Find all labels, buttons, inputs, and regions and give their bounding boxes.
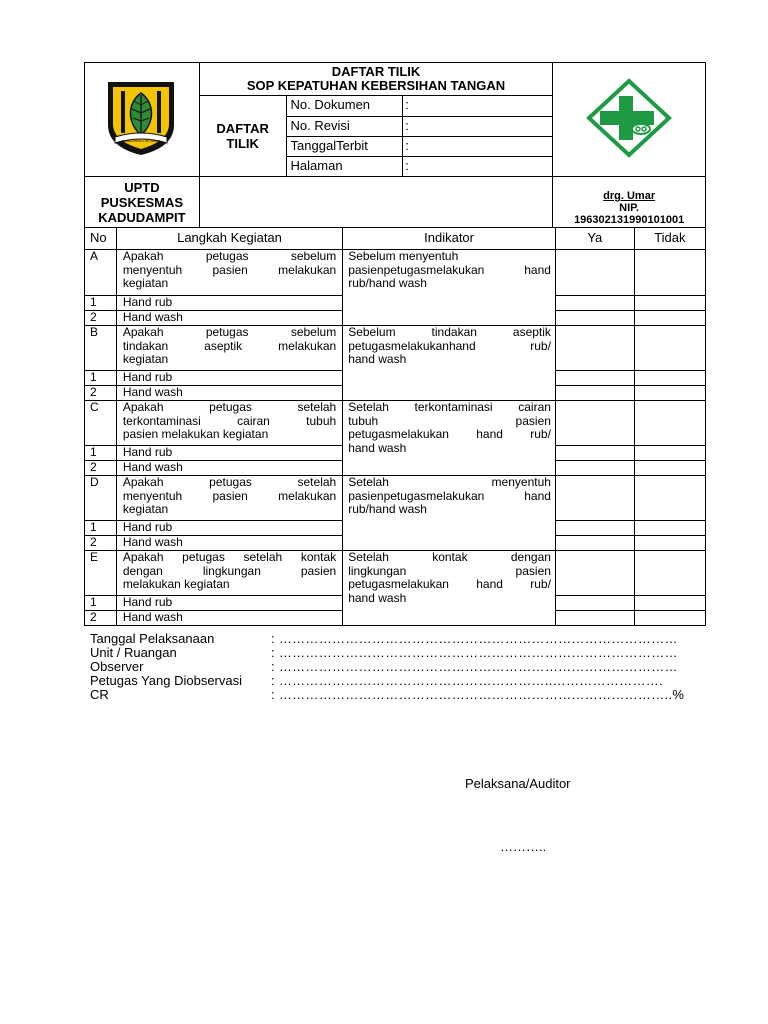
question-code: C xyxy=(85,401,117,446)
question-line: pasien melakukan kegiatan xyxy=(122,427,269,441)
doc-field-value: : xyxy=(403,116,553,136)
question-text xyxy=(116,401,342,446)
indicator-line: hand wash xyxy=(348,590,407,605)
indicator-line: tubuh pasien xyxy=(348,413,551,428)
checkbox-tidak-cell[interactable] xyxy=(634,386,705,401)
indicator-text xyxy=(343,551,556,626)
doc-field-value: : xyxy=(403,157,553,177)
item-label: Hand wash xyxy=(116,386,342,401)
question-line: menyentuh pasien melakukan xyxy=(122,262,337,277)
blank-cell xyxy=(199,177,552,228)
indicator-line: petugasmelakukan hand rub/ xyxy=(348,427,551,441)
checkbox-tidak-cell[interactable] xyxy=(634,596,705,611)
doc-field-label: No. Dokumen xyxy=(286,96,403,116)
item-number: 2 xyxy=(85,461,117,476)
checkbox-ya-cell[interactable] xyxy=(555,551,634,596)
item-number: 2 xyxy=(85,311,117,326)
field-label: Tanggal Pelaksanaan xyxy=(90,631,215,646)
field-value-line[interactable]: : ……………………………………………………………………………… xyxy=(271,631,678,646)
right-logo-cell xyxy=(553,63,706,177)
question-row xyxy=(85,551,706,596)
column-header-langkah: Langkah Kegiatan xyxy=(116,228,342,250)
document-subtitle: SOP KEPATUHAN KEBERSIHAN TANGAN xyxy=(246,78,506,93)
checkbox-ya-cell[interactable] xyxy=(555,461,634,476)
checkbox-tidak-cell[interactable] xyxy=(634,446,705,461)
side-title-line2: TILIK xyxy=(226,136,259,152)
question-line: tindakan aseptik melakukan xyxy=(122,338,337,353)
question-code: D xyxy=(85,476,117,521)
indicator-line: lingkungan pasien xyxy=(348,563,551,578)
doc-field-value: : xyxy=(403,96,553,116)
doc-field-value: : xyxy=(403,136,553,156)
item-label: Hand rub xyxy=(116,446,342,461)
indicator-line: petugasmelakukan hand rub/ xyxy=(348,577,551,591)
indicator-line: Sebelum menyentuh xyxy=(348,249,459,263)
column-header-indikator: Indikator xyxy=(343,228,556,250)
column-header-tidak: Tidak xyxy=(634,228,705,250)
checkbox-tidak-cell[interactable] xyxy=(634,326,705,371)
question-line: Apakah petugas setelah xyxy=(122,400,337,414)
question-code: E xyxy=(85,551,117,596)
field-value-line[interactable]: : ……………………………………………………………………………..% xyxy=(271,687,685,702)
field-value-line[interactable]: : ……………………………………………………………………………… xyxy=(271,659,678,674)
question-line: dengan lingkungan pasien xyxy=(122,563,337,578)
checkbox-tidak-cell[interactable] xyxy=(634,250,705,296)
checklist-table xyxy=(84,227,706,626)
item-number: 2 xyxy=(85,611,117,626)
question-line: kegiatan xyxy=(122,502,169,516)
field-label: CR xyxy=(90,687,109,702)
indicator-line: hand wash xyxy=(348,352,407,366)
indicator-line: Setelah terkontaminasi cairan xyxy=(348,400,551,414)
indicator-line: hand wash xyxy=(348,440,407,455)
checkbox-ya-cell[interactable] xyxy=(555,521,634,536)
question-text xyxy=(116,476,342,521)
indicator-text xyxy=(343,476,556,551)
field-label: Unit / Ruangan xyxy=(90,645,177,660)
checkbox-tidak-cell[interactable] xyxy=(634,461,705,476)
question-code: A xyxy=(85,250,117,296)
question-text xyxy=(116,551,342,596)
checkbox-tidak-cell[interactable] xyxy=(634,401,705,446)
question-line: Apakah petugas setelah kontak xyxy=(122,550,337,564)
column-header-ya: Ya xyxy=(555,228,634,250)
checkbox-ya-cell[interactable] xyxy=(555,386,634,401)
question-line: melakukan kegiatan xyxy=(122,577,230,591)
indicator-line: pasienpetugasmelakukan hand xyxy=(348,262,551,277)
question-line: kegiatan xyxy=(122,276,169,290)
checkbox-tidak-cell[interactable] xyxy=(634,476,705,521)
document-header xyxy=(84,62,706,228)
indicator-line: petugasmelakukanhand rub/ xyxy=(348,338,551,353)
org-line3: KADUDAMPIT xyxy=(98,209,186,225)
item-number: 1 xyxy=(85,371,117,386)
checkbox-tidak-cell[interactable] xyxy=(634,611,705,626)
question-line: Apakah petugas sebelum xyxy=(122,325,337,339)
checkbox-ya-cell[interactable] xyxy=(555,401,634,446)
indicator-line: Setelah kontak dengan xyxy=(348,550,551,564)
item-label: Hand rub xyxy=(116,596,342,611)
question-row xyxy=(85,401,706,446)
organization-cell xyxy=(85,177,200,228)
side-title-line1: DAFTAR xyxy=(216,121,269,137)
checkbox-tidak-cell[interactable] xyxy=(634,551,705,596)
signer-name: drg. Umar xyxy=(603,190,656,202)
checkbox-ya-cell[interactable] xyxy=(555,326,634,371)
org-line1: UPTD xyxy=(124,179,160,195)
org-line2: PUSKESMAS xyxy=(100,194,184,210)
checkbox-ya-cell[interactable] xyxy=(555,536,634,551)
doc-field-label: Halaman xyxy=(286,157,403,177)
question-text xyxy=(116,326,342,371)
signer-nip-label: NIP. xyxy=(619,202,640,214)
indicator-text xyxy=(343,326,556,401)
checkbox-ya-cell[interactable] xyxy=(555,311,634,326)
checkbox-tidak-cell[interactable] xyxy=(634,521,705,536)
item-number: 2 xyxy=(85,386,117,401)
document-title-cell xyxy=(199,63,552,96)
auditor-label: Pelaksana/Auditor xyxy=(465,776,571,791)
question-row xyxy=(85,476,706,521)
question-line: Apakah petugas sebelum xyxy=(122,249,337,263)
left-logo-cell xyxy=(85,63,200,177)
field-label: Observer xyxy=(90,659,144,674)
document-title: DAFTAR TILIK xyxy=(331,64,421,79)
signer-nip: 196302131990101001 xyxy=(574,214,685,226)
side-title-cell xyxy=(199,96,286,177)
item-number: 1 xyxy=(85,596,117,611)
indicator-line: rub/hand wash xyxy=(348,276,427,290)
doc-field-label: No. Revisi xyxy=(286,116,403,136)
checkbox-ya-cell[interactable] xyxy=(555,446,634,461)
item-number: 1 xyxy=(85,296,117,311)
item-label: Hand wash xyxy=(116,611,342,626)
item-number: 1 xyxy=(85,521,117,536)
question-line: Apakah petugas setelah xyxy=(122,475,337,489)
question-line: kegiatan xyxy=(122,352,169,366)
item-number: 2 xyxy=(85,536,117,551)
puskesmas-logo-icon xyxy=(586,78,672,158)
checkbox-tidak-cell[interactable] xyxy=(634,311,705,326)
question-line: menyentuh pasien melakukan xyxy=(122,488,337,503)
item-number: 1 xyxy=(85,446,117,461)
doc-field-label: TanggalTerbit xyxy=(286,136,403,156)
column-header-no: No xyxy=(85,228,117,250)
signer-cell xyxy=(553,177,706,228)
item-label: Hand rub xyxy=(116,521,342,536)
indicator-line: pasienpetugasmelakukan hand xyxy=(348,488,551,503)
field-value-line[interactable]: : ……………………………………………………..……………………. xyxy=(271,673,663,688)
indicator-text xyxy=(343,401,556,476)
auditor-signature-line[interactable]: ……….. xyxy=(500,839,547,854)
question-text xyxy=(116,250,342,296)
indicator-text xyxy=(343,250,556,326)
field-label: Petugas Yang Diobservasi xyxy=(90,673,243,688)
item-label: Hand wash xyxy=(116,536,342,551)
crest-motto: GEMAH RIPAH LOH JINAWI xyxy=(121,139,161,143)
question-row xyxy=(85,326,706,371)
checkbox-ya-cell[interactable] xyxy=(555,596,634,611)
indicator-line: Sebelum tindakan aseptik xyxy=(348,325,551,339)
checkbox-tidak-cell[interactable] xyxy=(634,371,705,386)
checkbox-ya-cell[interactable] xyxy=(555,371,634,386)
item-label: Hand wash xyxy=(116,311,342,326)
checkbox-ya-cell[interactable] xyxy=(555,476,634,521)
regency-crest-icon xyxy=(105,79,177,157)
checkbox-ya-cell[interactable] xyxy=(555,250,634,296)
checkbox-tidak-cell[interactable] xyxy=(634,296,705,311)
checkbox-tidak-cell[interactable] xyxy=(634,536,705,551)
item-label: Hand rub xyxy=(116,371,342,386)
indicator-line: rub/hand wash xyxy=(348,502,427,516)
indicator-line: Setelah menyentuh xyxy=(348,475,551,489)
checkbox-ya-cell[interactable] xyxy=(555,611,634,626)
question-code: B xyxy=(85,326,117,371)
field-value-line[interactable]: : ……………………………………………………………………………… xyxy=(271,645,678,660)
item-label: Hand rub xyxy=(116,296,342,311)
question-row xyxy=(85,250,706,296)
question-line: terkontaminasi cairan tubuh xyxy=(122,413,337,428)
checkbox-ya-cell[interactable] xyxy=(555,296,634,311)
item-label: Hand wash xyxy=(116,461,342,476)
